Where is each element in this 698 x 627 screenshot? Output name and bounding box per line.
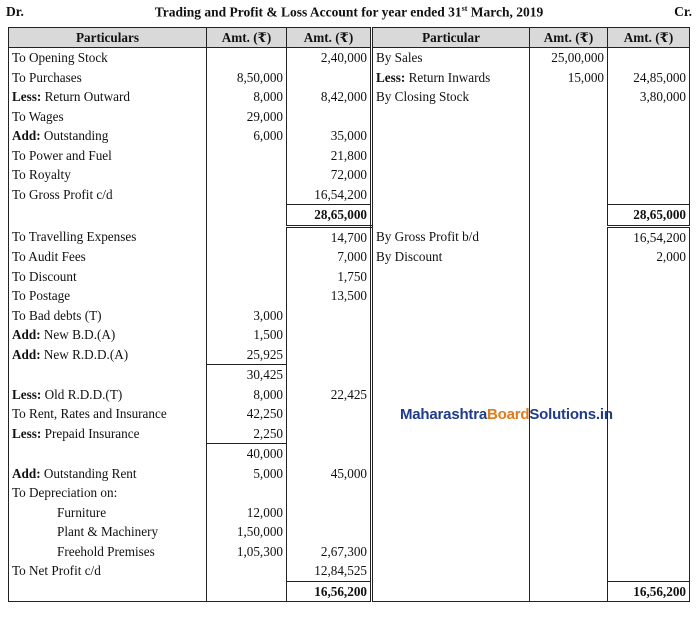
left-total-cell: [287, 205, 372, 227]
left-amt2-cell: [287, 424, 372, 444]
col-left-amt2: Amt. (₹): [287, 28, 372, 48]
left-particular-cell: [9, 345, 207, 365]
right-amt1-cell: [530, 464, 608, 484]
table-row: [9, 126, 690, 146]
left-amt1-cell: [207, 561, 287, 581]
left-amt1-value: 3,000: [253, 307, 283, 323]
right-amt1-cell: [530, 561, 608, 581]
left-particular-cell: [9, 325, 207, 345]
left-amt2-cell: [287, 385, 372, 405]
right-amt2-cell: [608, 247, 690, 267]
col-right-particulars: Particular: [372, 28, 530, 48]
left-amt1-cell: [207, 345, 287, 365]
right-amt1-cell: [530, 146, 608, 166]
right-particular-cell: [372, 345, 530, 365]
left-amt2-cell: [287, 107, 372, 127]
title-end: March, 2019: [467, 4, 544, 20]
left-amt1-value: 1,500: [253, 327, 283, 342]
left-amt2-value: 72,000: [330, 167, 367, 182]
left-particular-cell: [9, 404, 207, 424]
left-particular-cell: [9, 464, 207, 484]
right-particular-cell: [372, 87, 530, 107]
left-amt2-cell: [287, 542, 372, 562]
right-amt1-cell: [530, 87, 608, 107]
left-amt1-cell: [207, 581, 287, 602]
right-amt1-cell: [530, 365, 608, 385]
left-amt1-value: 5,000: [253, 465, 283, 481]
total-row: [9, 205, 690, 227]
left-particular: To Audit Fees: [12, 249, 86, 264]
left-particular-cell: [9, 444, 207, 464]
table-row: [9, 542, 690, 562]
left-amt1-cell: [207, 325, 287, 345]
left-amt1-value: 8,50,000: [236, 69, 283, 85]
left-amt1-value: 25,925: [246, 346, 283, 362]
left-amt2-cell: [287, 68, 372, 88]
left-amt2-cell: [287, 286, 372, 306]
left-particular: To Purchases: [12, 69, 82, 85]
right-amt1-cell: [530, 107, 608, 127]
right-amt1-cell: [530, 444, 608, 464]
left-amt2-value: 22,425: [330, 386, 367, 402]
left-amt2-cell: [287, 503, 372, 523]
left-amt1-cell: [207, 205, 287, 227]
left-particular: To Royalty: [12, 167, 71, 182]
left-amt1-value: 1,50,000: [236, 524, 283, 539]
left-particular: Outstanding Rent: [40, 465, 137, 481]
right-amt2-cell: [608, 107, 690, 127]
left-particular-cell: [9, 165, 207, 185]
left-amt1-cell: [207, 107, 287, 127]
right-amt2-value: 2,000: [656, 249, 686, 264]
right-particular-cell: [372, 444, 530, 464]
right-amt1-cell: [530, 424, 608, 444]
left-particular: New B.D.(A): [40, 327, 116, 342]
left-particular-cell: [9, 483, 207, 503]
right-amt2-cell: [608, 542, 690, 562]
right-amt1-cell: [530, 247, 608, 267]
right-particular: By Closing Stock: [376, 89, 470, 104]
left-amt1-cell: [207, 542, 287, 562]
table-row: [9, 325, 690, 345]
right-amt1-cell: [530, 306, 608, 326]
right-amt2-cell: [608, 464, 690, 484]
left-prefix: Less:: [12, 89, 42, 104]
right-amt2-cell: [608, 286, 690, 306]
left-particular: Furniture: [57, 504, 107, 520]
left-particular-cell: [9, 542, 207, 562]
left-particular: To Postage: [12, 288, 71, 303]
right-amt2-cell: [608, 68, 690, 88]
left-particular: To Rent, Rates and Insurance: [12, 406, 167, 421]
right-amt2-cell: [608, 385, 690, 405]
left-particular-cell: [9, 286, 207, 306]
left-amt1-cell: [207, 68, 287, 88]
left-amt2-cell: [287, 185, 372, 205]
right-particular-cell: [372, 306, 530, 326]
left-amt1-cell: [207, 483, 287, 503]
left-amt1-cell: [207, 306, 287, 326]
right-amt1-cell: [530, 165, 608, 185]
left-amt1-cell: [207, 126, 287, 146]
col-left-particulars: Particulars: [9, 28, 207, 48]
left-amt2-value: 45,000: [330, 465, 367, 481]
table-row: [9, 306, 690, 326]
left-particular-cell: [9, 87, 207, 107]
right-particular-cell: [372, 185, 530, 205]
right-prefix: Less:: [376, 69, 406, 85]
left-prefix: Add:: [12, 346, 41, 362]
right-amt2-cell: [608, 365, 690, 385]
right-amt2-value: 3,80,000: [639, 89, 686, 104]
table-row: [9, 503, 690, 523]
left-amt2-cell: [287, 146, 372, 166]
right-amt2-cell: [608, 306, 690, 326]
credit-label: Cr.: [674, 4, 692, 19]
left-particular: Prepaid Insurance: [41, 425, 140, 441]
left-particular-cell: [9, 126, 207, 146]
right-amt2-cell: [608, 48, 690, 68]
left-amt1-value: 6,000: [253, 128, 283, 143]
right-amt2-cell: [608, 87, 690, 107]
header-row: [9, 28, 690, 48]
right-particular-cell: [372, 146, 530, 166]
left-amt1-value: 8,000: [253, 89, 283, 104]
left-amt2-cell: [287, 247, 372, 267]
right-amt2-cell: [608, 483, 690, 503]
col-right-amt1: Amt. (₹): [530, 28, 608, 48]
left-amt2-cell: [287, 365, 372, 385]
right-amt1-value: 25,00,000: [551, 50, 604, 65]
right-total-cell: [608, 205, 690, 227]
table-row: [9, 267, 690, 287]
right-total-value: 16,56,200: [633, 583, 686, 599]
table-row: [9, 424, 690, 444]
right-amt1-cell: [530, 267, 608, 287]
left-amt2-cell: [287, 48, 372, 68]
left-amt1-cell: [207, 365, 287, 385]
right-amt2-cell: [608, 165, 690, 185]
col-right-amt2: Amt. (₹): [608, 28, 690, 48]
table-row: [9, 365, 690, 385]
right-amt1-cell: [530, 185, 608, 205]
left-prefix: Add:: [12, 465, 41, 481]
left-amt2-cell: [287, 325, 372, 345]
left-amt2-cell: [287, 306, 372, 326]
total-row: [9, 581, 690, 602]
table-row: [9, 561, 690, 581]
table-row: [9, 185, 690, 205]
left-particular: To Power and Fuel: [12, 147, 112, 163]
left-prefix: Add:: [12, 327, 41, 342]
left-particular-cell: [9, 561, 207, 581]
title-superscript: st: [461, 4, 468, 13]
right-amt2-cell: [608, 444, 690, 464]
left-amt2-value: 2,67,300: [320, 543, 367, 559]
right-amt1-cell: [530, 205, 608, 227]
left-amt1-cell: [207, 385, 287, 405]
right-amt2-value: 24,85,000: [633, 69, 686, 85]
table-row: [9, 345, 690, 365]
right-amt1-cell: [530, 345, 608, 365]
left-amt1-value: 42,250: [246, 406, 283, 421]
right-particular-cell: [372, 464, 530, 484]
right-particular-cell: [372, 325, 530, 345]
right-particular-cell: [372, 126, 530, 146]
left-amt1-cell: [207, 522, 287, 542]
right-particular-cell: [372, 503, 530, 523]
right-particular-cell: [372, 48, 530, 68]
left-amt1-cell: [207, 424, 287, 444]
right-amt1-cell: [530, 226, 608, 247]
left-amt2-cell: [287, 345, 372, 365]
right-amt2-cell: [608, 503, 690, 523]
right-total-cell: [608, 581, 690, 602]
left-amt1-value: 30,425: [246, 367, 283, 382]
left-amt2-cell: [287, 522, 372, 542]
right-amt1-cell: [530, 522, 608, 542]
left-amt1-cell: [207, 404, 287, 424]
right-amt2-cell: [608, 267, 690, 287]
left-prefix: Add:: [12, 128, 41, 143]
left-amt2-value: 7,000: [337, 249, 367, 264]
right-particular-cell: [372, 542, 530, 562]
left-particular: Outstanding: [40, 128, 109, 143]
table-row: [9, 483, 690, 503]
left-particular-cell: [9, 247, 207, 267]
left-amt2-cell: [287, 126, 372, 146]
left-amt2-cell: [287, 464, 372, 484]
left-particular-cell: [9, 267, 207, 287]
left-amt1-cell: [207, 444, 287, 464]
left-particular: New R.D.D.(A): [40, 346, 129, 362]
left-amt1-cell: [207, 185, 287, 205]
left-amt1-value: 1,05,300: [236, 543, 283, 559]
left-amt1-cell: [207, 165, 287, 185]
left-particular: Old R.D.D.(T): [41, 386, 123, 402]
left-amt1-cell: [207, 464, 287, 484]
left-particular: To Travelling Expenses: [12, 228, 137, 244]
right-particular-cell: [372, 483, 530, 503]
right-amt1-cell: [530, 385, 608, 405]
table-row: [9, 68, 690, 88]
left-amt2-cell: [287, 165, 372, 185]
right-amt1-cell: [530, 325, 608, 345]
left-particular: Freehold Premises: [57, 543, 155, 559]
left-amt1-cell: [207, 146, 287, 166]
left-amt2-cell: [287, 483, 372, 503]
left-particular: Plant & Machinery: [57, 524, 159, 539]
right-particular-cell: [372, 267, 530, 287]
left-prefix: Less:: [12, 425, 42, 441]
left-amt2-value: 2,40,000: [320, 50, 367, 65]
right-particular: By Sales: [376, 50, 423, 65]
left-amt1-value: 8,000: [253, 386, 283, 402]
right-particular: By Discount: [376, 249, 443, 264]
right-particular-cell: [372, 205, 530, 227]
left-particular: Return Outward: [41, 89, 130, 104]
left-amt2-value: 1,750: [337, 268, 367, 284]
right-amt2-cell: [608, 325, 690, 345]
right-particular-cell: [372, 424, 530, 444]
table-row: [9, 286, 690, 306]
right-amt1-cell: [530, 581, 608, 602]
left-total-value: 16,56,200: [314, 583, 367, 599]
right-amt2-cell: [608, 404, 690, 424]
left-amt1-value: 40,000: [246, 446, 283, 461]
left-amt2-cell: [287, 87, 372, 107]
left-amt2-cell: [287, 267, 372, 287]
left-amt2-value: 21,800: [330, 147, 367, 163]
left-particular-cell: [9, 424, 207, 444]
right-amt1-cell: [530, 542, 608, 562]
left-prefix: Less:: [12, 386, 42, 402]
left-particular-cell: [9, 365, 207, 385]
left-particular-cell: [9, 503, 207, 523]
right-amt1-cell: [530, 483, 608, 503]
table-row: [9, 464, 690, 484]
document-header: [0, 3, 698, 23]
table-row: [9, 444, 690, 464]
title-main: Trading and Profit & Loss Account for year ended 31: [154, 4, 462, 20]
left-particular-cell: [9, 385, 207, 405]
left-particular-cell: [9, 306, 207, 326]
left-total-cell: [287, 581, 372, 602]
right-particular-cell: [372, 226, 530, 247]
left-particular: To Net Profit c/d: [12, 563, 101, 579]
col-left-amt1: Amt. (₹): [207, 28, 287, 48]
left-particular-cell: [9, 48, 207, 68]
left-particular: To Gross Profit c/d: [12, 186, 113, 202]
left-amt2-value: 13,500: [330, 288, 367, 303]
table-row: [9, 226, 690, 247]
left-amt1-value: 29,000: [246, 108, 283, 124]
left-particular-cell: [9, 581, 207, 602]
left-amt1-cell: [207, 48, 287, 68]
left-amt2-value: 8,42,000: [320, 89, 367, 104]
right-particular-cell: [372, 522, 530, 542]
left-particular: To Wages: [12, 108, 64, 124]
table-row: [9, 165, 690, 185]
right-amt2-cell: [608, 424, 690, 444]
left-amt2-cell: [287, 561, 372, 581]
table-row: [9, 385, 690, 405]
table-row: [9, 48, 690, 68]
left-particular: To Discount: [12, 268, 77, 284]
left-amt2-value: 14,700: [330, 229, 367, 245]
debit-label: Dr.: [6, 4, 24, 19]
left-particular-cell: [9, 146, 207, 166]
right-particular-cell: [372, 165, 530, 185]
table-row: [9, 107, 690, 127]
account-title: [0, 4, 698, 21]
right-amt1-cell: [530, 503, 608, 523]
right-amt2-cell: [608, 146, 690, 166]
right-total-value: 28,65,000: [633, 207, 686, 222]
left-amt2-value: 35,000: [330, 128, 367, 143]
left-particular-cell: [9, 226, 207, 247]
table-row: [9, 522, 690, 542]
right-particular-cell: [372, 247, 530, 267]
left-amt2-value: 12,84,525: [314, 563, 367, 578]
right-amt1-cell: [530, 48, 608, 68]
left-total-value: 28,65,000: [314, 207, 367, 222]
right-particular-cell: [372, 365, 530, 385]
right-amt1-value: 15,000: [567, 69, 604, 85]
left-amt1-cell: [207, 267, 287, 287]
left-amt1-value: 12,000: [246, 504, 283, 520]
watermark-part2: Board: [487, 406, 530, 423]
right-amt1-cell: [530, 286, 608, 306]
ledger-body: [9, 48, 690, 602]
right-particular-cell: [372, 68, 530, 88]
left-particular-cell: [9, 205, 207, 227]
right-amt2-cell: [608, 226, 690, 247]
left-amt1-cell: [207, 87, 287, 107]
right-particular: Return Inwards: [405, 69, 491, 85]
left-amt2-cell: [287, 404, 372, 424]
table-row: [9, 247, 690, 267]
watermark-part3: Solutions.in: [529, 406, 613, 423]
right-particular-cell: [372, 561, 530, 581]
table-row: [9, 87, 690, 107]
right-amt1-cell: [530, 68, 608, 88]
right-particular: By Gross Profit b/d: [376, 228, 479, 244]
left-particular-cell: [9, 68, 207, 88]
left-particular: To Bad debts (T): [12, 307, 102, 323]
left-amt1-value: 2,250: [253, 425, 283, 441]
right-particular-cell: [372, 385, 530, 405]
left-amt1-cell: [207, 286, 287, 306]
left-amt1-cell: [207, 247, 287, 267]
ledger-table: [8, 27, 690, 602]
left-particular: To Depreciation on:: [12, 485, 118, 500]
table-row: [9, 146, 690, 166]
left-particular-cell: [9, 107, 207, 127]
left-amt1-cell: [207, 226, 287, 247]
right-amt2-cell: [608, 561, 690, 581]
left-amt1-cell: [207, 503, 287, 523]
watermark: [400, 406, 613, 423]
right-particular-cell: [372, 286, 530, 306]
left-amt2-cell: [287, 444, 372, 464]
left-particular-cell: [9, 185, 207, 205]
right-amt1-cell: [530, 126, 608, 146]
right-amt2-value: 16,54,200: [633, 229, 686, 245]
watermark-part1: Maharashtra: [400, 406, 488, 423]
left-particular: To Opening Stock: [12, 50, 108, 65]
right-amt2-cell: [608, 126, 690, 146]
right-amt2-cell: [608, 345, 690, 365]
right-amt2-cell: [608, 185, 690, 205]
right-amt2-cell: [608, 522, 690, 542]
right-particular-cell: [372, 581, 530, 602]
left-particular-cell: [9, 522, 207, 542]
right-particular-cell: [372, 107, 530, 127]
left-amt2-cell: [287, 226, 372, 247]
left-amt2-value: 16,54,200: [314, 186, 367, 202]
